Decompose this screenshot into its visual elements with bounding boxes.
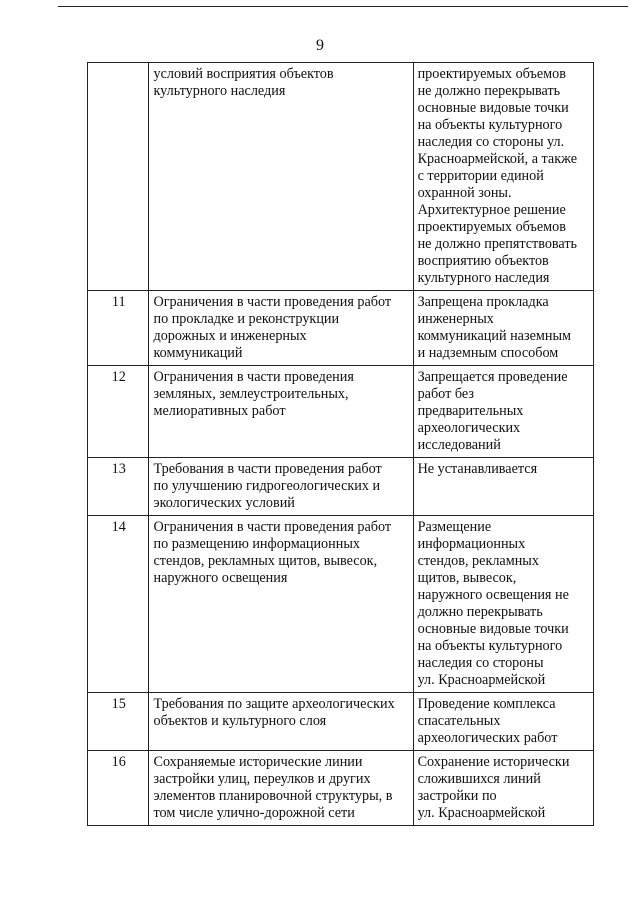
restriction-requirement-line: охранной зоны.	[417, 185, 512, 201]
restriction-description-cell	[149, 693, 413, 751]
restriction-requirement-line: наследия со стороны	[417, 655, 544, 671]
restriction-description-line: стендов, рекламных щитов, вывесок,	[153, 553, 378, 569]
restriction-requirement-line: проектируемых объемов	[417, 66, 566, 82]
restriction-requirement-line: информационных	[417, 536, 526, 552]
restriction-description-line: Сохраняемые исторические линии	[153, 754, 363, 770]
table-body	[88, 63, 594, 826]
restriction-description-line: мелиоративных работ	[153, 403, 286, 419]
table-row	[88, 291, 594, 366]
restriction-requirement-line: проектируемых объемов	[417, 219, 566, 235]
restriction-requirement-line: восприятию объектов	[417, 253, 549, 269]
row-number: 15	[88, 693, 149, 751]
restriction-requirement-line: Проведение комплекса	[417, 696, 556, 712]
row-number: 11	[88, 291, 149, 366]
restriction-description-line: объектов и культурного слоя	[153, 713, 327, 729]
restriction-description-line: Требования по защите археологических	[153, 696, 395, 712]
restriction-description-line: земляных, землеустроительных,	[153, 386, 349, 402]
restriction-requirement-line: археологических работ	[417, 730, 558, 746]
top-border-line	[58, 6, 628, 7]
restriction-description-cell	[149, 751, 413, 826]
restriction-requirement-line: на объекты культурного	[417, 638, 563, 654]
restriction-requirement-line: на объекты культурного	[417, 117, 563, 133]
restriction-description-line: условий восприятия объектов	[153, 66, 334, 82]
restriction-requirement-cell	[413, 63, 593, 291]
restriction-requirement-line: Запрещена прокладка	[417, 294, 549, 310]
restriction-requirement-line: Запрещается проведение	[417, 369, 568, 385]
restriction-description-line: по размещению информационных	[153, 536, 360, 552]
restriction-requirement-cell	[413, 751, 593, 826]
restriction-description-line: экологических условий	[153, 495, 295, 511]
row-number: 16	[88, 751, 149, 826]
restriction-requirement-line: и надземным способом	[417, 345, 559, 361]
restriction-description-line: по улучшению гидрогеологических и	[153, 478, 381, 494]
table-row	[88, 693, 594, 751]
restriction-requirement-line: предварительных	[417, 403, 524, 419]
restriction-description-line: том числе улично-дорожной сети	[153, 805, 355, 821]
restriction-description-line: Ограничения в части проведения	[153, 369, 354, 385]
restriction-requirement-line: инженерных	[417, 311, 494, 327]
restriction-requirement-line: основные видовые точки	[417, 100, 569, 116]
restriction-requirement-line: с территории единой	[417, 168, 544, 184]
restriction-requirement-line: не должно препятствовать	[417, 236, 578, 252]
restriction-requirement-line: работ без	[417, 386, 474, 402]
restriction-description-line: Ограничения в части проведения работ	[153, 294, 392, 310]
restriction-requirement-cell	[413, 516, 593, 693]
table-row	[88, 63, 594, 291]
restriction-requirement-line: наследия со стороны ул.	[417, 134, 565, 150]
restriction-requirement-cell	[413, 693, 593, 751]
table-row	[88, 751, 594, 826]
page-number: 9	[316, 37, 324, 54]
restriction-requirement-line: исследований	[417, 437, 501, 453]
restriction-requirement-cell	[413, 366, 593, 458]
restriction-requirement-line: щитов, вывесок,	[417, 570, 517, 586]
table-row	[88, 366, 594, 458]
restriction-requirement-line: должно перекрывать	[417, 604, 543, 620]
restriction-requirement-line: стендов, рекламных	[417, 553, 539, 569]
restriction-requirement-line: ул. Красноармейской	[417, 805, 546, 821]
table-row	[88, 458, 594, 516]
restriction-requirement-line: культурного наследия	[417, 270, 550, 286]
row-number: 14	[88, 516, 149, 693]
restriction-requirement-line: ул. Красноармейской	[417, 672, 546, 688]
restriction-description-line: элементов планировочной структуры, в	[153, 788, 393, 804]
restriction-requirement-cell	[413, 291, 593, 366]
restriction-requirement-cell	[413, 458, 593, 516]
restriction-requirement-line: археологических	[417, 420, 521, 436]
restriction-description-cell	[149, 458, 413, 516]
restrictions-table	[87, 62, 594, 826]
table-row	[88, 516, 594, 693]
restriction-requirement-line: Размещение	[417, 519, 492, 535]
restriction-requirement-line: основные видовые точки	[417, 621, 569, 637]
row-number: 12	[88, 366, 149, 458]
restriction-requirement-line: Красноармейской, а также	[417, 151, 578, 167]
restriction-requirement-line: Сохранение исторически	[417, 754, 570, 770]
restriction-requirement-line: спасательных	[417, 713, 501, 729]
restriction-description-line: Требования в части проведения работ	[153, 461, 382, 477]
restriction-description-line: Ограничения в части проведения работ	[153, 519, 392, 535]
restriction-requirement-line: Не устанавливается	[417, 461, 538, 477]
restriction-description-line: наружного освещения	[153, 570, 288, 586]
restriction-description-cell	[149, 516, 413, 693]
restriction-description-cell	[149, 63, 413, 291]
restriction-description-line: застройки улиц, переулков и других	[153, 771, 371, 787]
restriction-requirement-line: коммуникаций наземным	[417, 328, 571, 344]
restriction-description-line: дорожных и инженерных	[153, 328, 307, 344]
restriction-requirement-line: застройки по	[417, 788, 497, 804]
restriction-description-line: по прокладке и реконструкции	[153, 311, 340, 327]
restriction-description-cell	[149, 291, 413, 366]
restriction-requirement-line: Архитектурное решение	[417, 202, 566, 218]
row-number: 13	[88, 458, 149, 516]
restriction-description-line: коммуникаций	[153, 345, 243, 361]
restriction-description-line: культурного наследия	[153, 83, 286, 99]
restriction-requirement-line: наружного освещения не	[417, 587, 569, 603]
restriction-requirement-line: не должно перекрывать	[417, 83, 561, 99]
restriction-requirement-line: сложившихся линий	[417, 771, 541, 787]
restriction-description-cell	[149, 366, 413, 458]
row-number	[88, 63, 149, 291]
